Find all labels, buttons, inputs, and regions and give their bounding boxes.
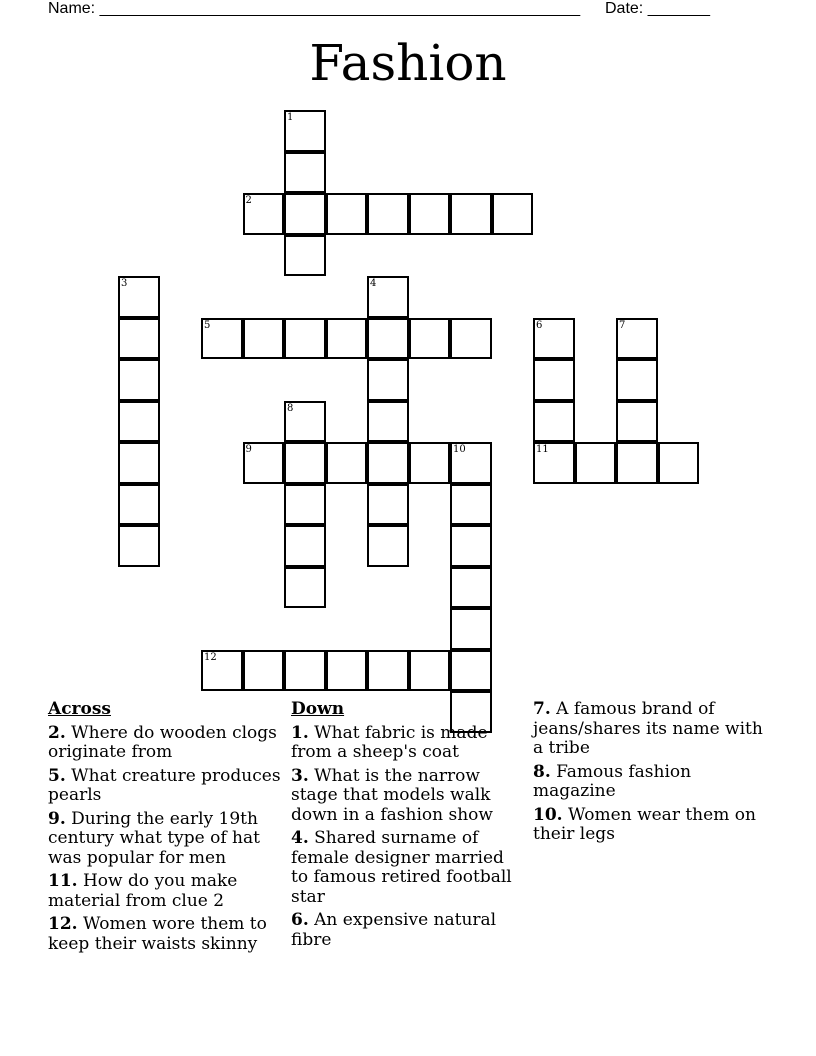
- down-clues: [291, 700, 526, 954]
- grid-cell[interactable]: [616, 359, 658, 401]
- grid-cell[interactable]: [575, 442, 617, 484]
- clue-number: 11: [536, 444, 549, 455]
- clue-number: 4: [370, 278, 377, 289]
- clue-number: 2: [245, 195, 252, 206]
- clue-number: 10: [453, 444, 466, 455]
- clue-text: Women wore them to keep their waists skinny: [48, 914, 267, 954]
- clue-number: 9: [245, 444, 252, 455]
- down-clue: [533, 806, 768, 845]
- clue-text: How do you make material from clue 2: [48, 871, 238, 911]
- clue-text: A famous brand of jeans/shares its name with a tribe: [533, 699, 763, 758]
- name-blank[interactable]: ______________________________________________________: [99, 0, 581, 17]
- name-label: Name:: [48, 0, 100, 17]
- grid-cell[interactable]: [284, 567, 326, 609]
- down-clue: [291, 724, 526, 763]
- grid-cell[interactable]: [326, 193, 368, 235]
- grid-cell[interactable]: [409, 318, 451, 360]
- date-label: Date:: [605, 0, 648, 17]
- grid-cell[interactable]: [243, 193, 285, 235]
- clue-label-number: 12.: [48, 914, 78, 934]
- grid-cell[interactable]: [450, 193, 492, 235]
- clue-label-number: 5.: [48, 765, 66, 786]
- grid-cell[interactable]: [201, 650, 243, 692]
- grid-cell[interactable]: [367, 525, 409, 567]
- grid-cell[interactable]: [284, 401, 326, 443]
- clue-text: Where do wooden clogs originate from: [48, 722, 277, 762]
- grid-cell[interactable]: [284, 442, 326, 484]
- grid-cell[interactable]: [450, 484, 492, 526]
- clue-text: What is the narrow stage that models walk down in a fashion show: [291, 765, 493, 825]
- grid-cell[interactable]: [284, 193, 326, 235]
- clue-number: 8: [287, 402, 294, 414]
- grid-cell[interactable]: [118, 318, 160, 360]
- grid-cell[interactable]: [284, 318, 326, 360]
- across-clue: [48, 810, 283, 869]
- clue-label-number: 9.: [48, 808, 66, 829]
- grid-cell[interactable]: [450, 567, 492, 609]
- grid-cell[interactable]: [367, 193, 409, 235]
- clue-label-number: 10.: [533, 804, 563, 825]
- grid-cell[interactable]: [533, 318, 575, 360]
- grid-cell[interactable]: [118, 525, 160, 567]
- grid-cell[interactable]: [284, 525, 326, 567]
- clue-number: 5: [204, 319, 211, 331]
- clue-text: Women wear them on their legs: [533, 804, 756, 844]
- down-clue: [291, 767, 526, 826]
- grid-cell[interactable]: [243, 442, 285, 484]
- grid-cell[interactable]: [533, 442, 575, 484]
- clue-text: Shared surname of female designer married to famous retired football star: [291, 828, 512, 907]
- clue-label-number: 4.: [291, 828, 309, 848]
- grid-cell[interactable]: [367, 484, 409, 526]
- date-blank[interactable]: _______: [647, 0, 710, 17]
- across-clue: [48, 872, 283, 911]
- grid-cell[interactable]: [492, 193, 534, 235]
- clue-label-number: 7.: [533, 699, 551, 719]
- across-clue: [48, 767, 283, 806]
- grid-cell[interactable]: [450, 318, 492, 360]
- clue-number: 3: [121, 278, 128, 289]
- grid-cell[interactable]: [450, 608, 492, 650]
- grid-cell[interactable]: [118, 359, 160, 401]
- down-clue: [533, 763, 768, 802]
- grid-cell[interactable]: [409, 442, 451, 484]
- clue-text: What fabric is made from a sheep's coat: [291, 722, 488, 762]
- grid-cell[interactable]: [284, 484, 326, 526]
- down-heading: Down: [291, 699, 345, 719]
- grid-cell[interactable]: [616, 318, 658, 360]
- grid-cell[interactable]: [367, 401, 409, 443]
- clue-label-number: 11.: [48, 871, 78, 891]
- grid-cell[interactable]: [367, 442, 409, 484]
- grid-cell[interactable]: [409, 650, 451, 692]
- across-heading: Across: [48, 699, 111, 719]
- grid-cell[interactable]: [118, 484, 160, 526]
- grid-cell[interactable]: [367, 276, 409, 318]
- grid-cell[interactable]: [450, 525, 492, 567]
- grid-cell[interactable]: [284, 235, 326, 277]
- grid-cell[interactable]: [326, 650, 368, 692]
- clue-number: 7: [619, 319, 626, 331]
- grid-cell[interactable]: [118, 401, 160, 443]
- across-clue: [48, 724, 283, 763]
- grid-cell[interactable]: [243, 318, 285, 360]
- grid-cell[interactable]: [118, 442, 160, 484]
- clue-label-number: 2.: [48, 722, 66, 743]
- page-title: Fashion: [309, 34, 507, 92]
- grid-cell[interactable]: [201, 318, 243, 360]
- grid-cell[interactable]: [326, 318, 368, 360]
- grid-cell[interactable]: [367, 318, 409, 360]
- grid-cell[interactable]: [243, 650, 285, 692]
- grid-cell[interactable]: [326, 442, 368, 484]
- clue-number: 6: [536, 319, 543, 331]
- grid-cell[interactable]: [616, 401, 658, 443]
- grid-cell[interactable]: [284, 152, 326, 194]
- clue-number: 12: [204, 651, 217, 663]
- down-clue: [533, 700, 768, 759]
- grid-cell[interactable]: [616, 442, 658, 484]
- across-clues: [48, 700, 283, 958]
- clue-label-number: 3.: [291, 765, 309, 786]
- grid-cell[interactable]: [367, 650, 409, 692]
- grid-cell[interactable]: [284, 650, 326, 692]
- across-clue: [48, 915, 283, 954]
- clue-label-number: 8.: [533, 761, 551, 782]
- clue-label-number: 1.: [291, 722, 309, 743]
- clue-text: Famous fashion magazine: [533, 761, 692, 801]
- clue-text: An expensive natural fibre: [291, 910, 497, 950]
- clue-text: During the early 19th century what type of hat was popular for men: [48, 808, 260, 868]
- down-clue: [291, 911, 526, 950]
- grid-cell[interactable]: [533, 359, 575, 401]
- clue-number: 1: [287, 112, 294, 123]
- grid-cell[interactable]: [450, 650, 492, 692]
- grid-cell[interactable]: [658, 442, 700, 484]
- grid-cell[interactable]: [409, 193, 451, 235]
- grid-cell[interactable]: [367, 359, 409, 401]
- grid-cell[interactable]: [284, 110, 326, 152]
- down-clues-continued: [533, 700, 768, 849]
- clue-text: What creature produces pearls: [48, 765, 281, 805]
- down-clue: [291, 829, 526, 907]
- grid-cell[interactable]: [118, 276, 160, 318]
- grid-cell[interactable]: [450, 442, 492, 484]
- clue-label-number: 6.: [291, 910, 309, 930]
- grid-cell[interactable]: [533, 401, 575, 443]
